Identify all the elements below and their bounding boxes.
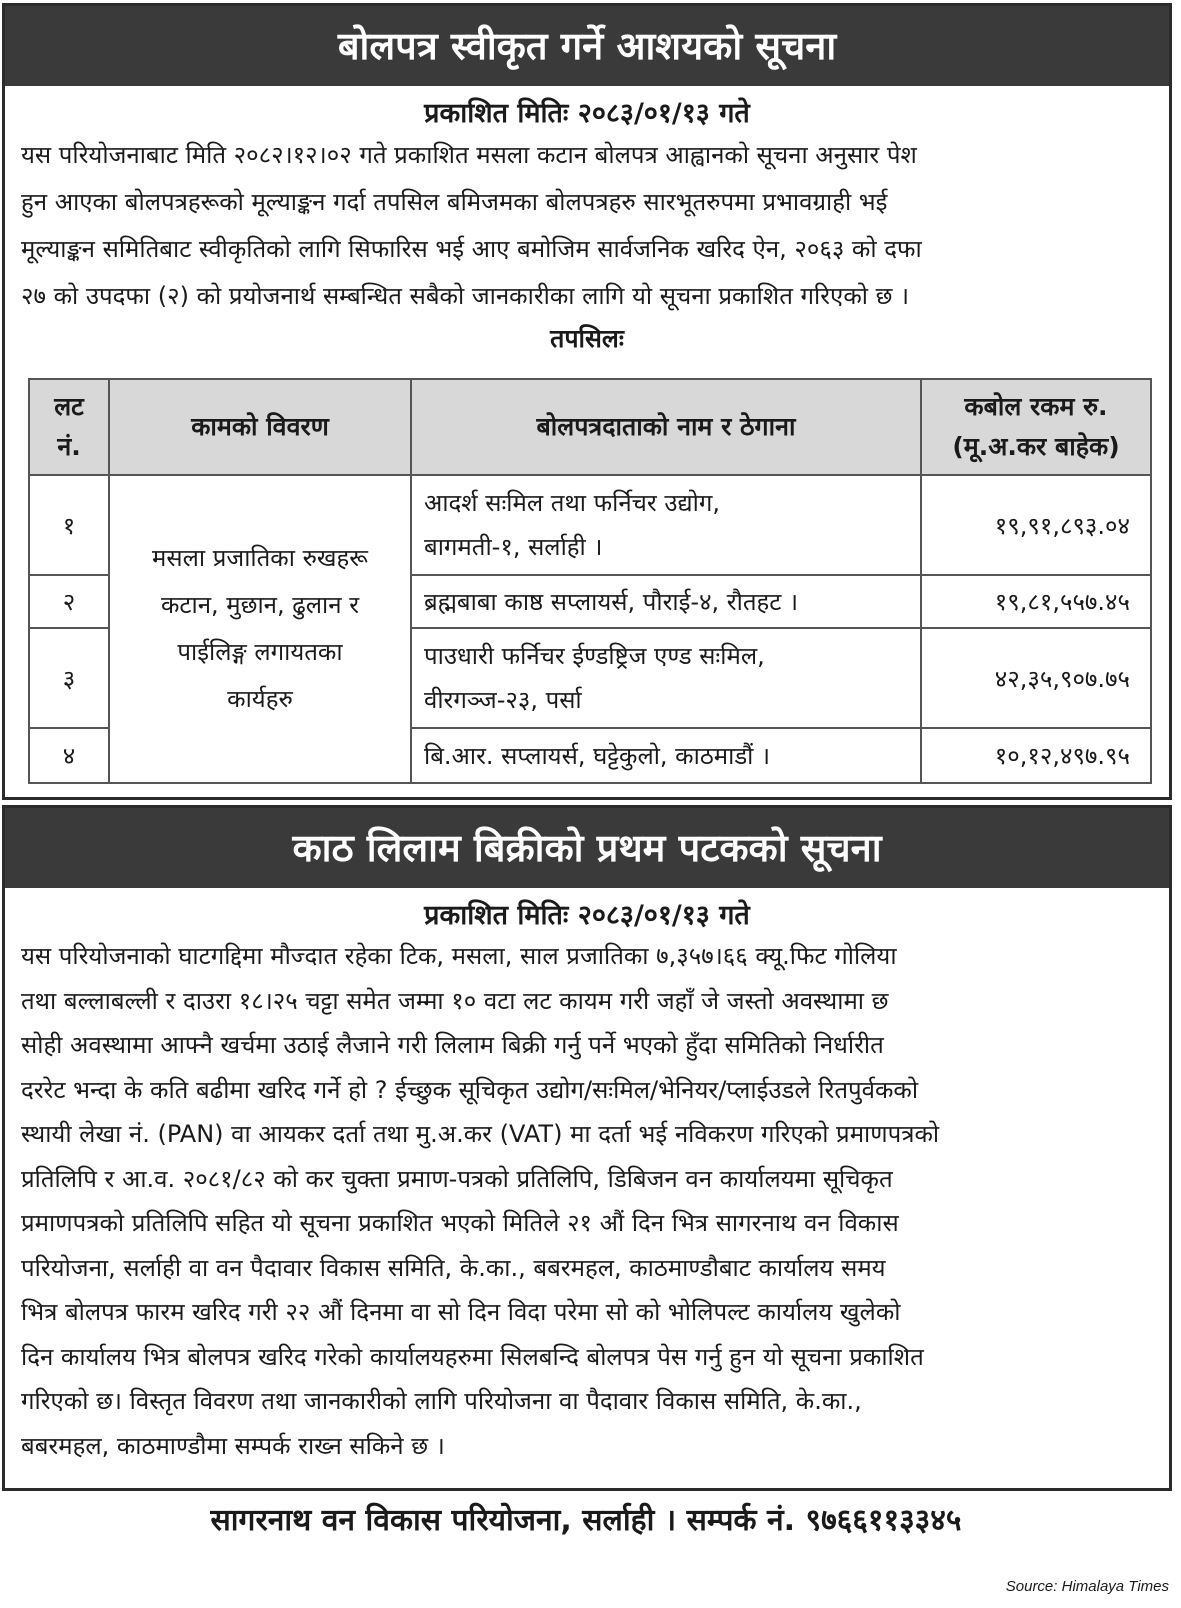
body-line: यस परियोजनाबाट मिति २०८२।१२।०२ गते प्रकाशित मसला कटान बोलपत्र आह्वानको सूचना अनुसार पेश [21,141,917,169]
bidder-name [411,628,921,728]
bidder-line: ब्रह्मबाबा काष्ठ सप्लायर्स, पौराई-४, रौतहट । [424,587,799,616]
source-credit: Source: Himalaya Times [1005,1578,1169,1595]
bidder-line: बागमती-१, सर्लाही । [424,533,603,561]
work-line: कार्यहरु [227,685,293,713]
bid-amount: १९,९१,८९३.०४ [921,475,1151,575]
work-line: कटान, मुछान, ढुलान र [160,591,360,619]
header-lot [29,379,109,475]
body-line: परियोजना, सर्लाही वा वन पैदावार विकास समिति, के.का., बबरमहल, काठमाण्डौबाट कार्यालय समय [21,1253,886,1282]
notice-1-title: बोलपत्र स्वीकृत गर्ने आशयको सूचना [5,6,1169,86]
bid-amount: १०,१२,४९७.९५ [921,728,1151,783]
tapsil-heading: तपसिलः [550,324,624,353]
bidder-name [411,728,921,783]
notice-2-title: काठ लिलाम बिक्रीको प्रथम पटकको सूचना [5,808,1169,888]
body-line: दिन कार्यालय भित्र बोलपत्र खरिद गरेको कार्यालयहरुमा सिलबन्दि बोलपत्र पेस गर्नु हुन यो सूचना प्रकाशित [21,1342,924,1371]
table-header-row [29,379,1151,475]
header-amount-line2: (मू.अ.कर बाहेक) [952,432,1120,461]
header-amount-line1: कबोल रकम रु. [964,392,1108,421]
notice-2-date: प्रकाशित मितिः २०८३/०१/१३ गते [424,900,750,931]
bidder-line: बि.आर. सप्लायर्स, घट्टेकुलो, काठमाडौं । [424,741,771,770]
body-line: २७ को उपदफा (२) को प्रयोजनार्थ सम्बन्धित सबैको जानकारीका लागि यो सूचना प्रकाशित गरिएको छ । [21,282,910,310]
table-row [29,475,1151,575]
lot-number: ३ [29,628,109,728]
bidder-name [411,475,921,575]
work-line: मसला प्रजातिका रुखहरू [152,544,368,572]
body-line: गरिएको छ। विस्तृत विवरण तथा जानकारीको लागि परियोजना वा पैदावार विकास समिति, के.का., [21,1387,862,1415]
footer-contact: सागरनाथ वन विकास परियोजना, सर्लाही । सम्पर्क नं. ९७६६११३३४५ [210,1503,962,1538]
header-amount [921,379,1151,475]
body-line: भित्र बोलपत्र फारम खरिद गरी २२ औं दिनमा वा सो दिन विदा परेमा सो को भोलिपल्ट कार्यालय खुलेको [21,1298,901,1326]
work-description [109,475,411,783]
header-lot-line1: लट [54,392,84,421]
body-line: यस परियोजनाको घाटगद्दिमा मौज्दात रहेका टिक, मसला, साल प्रजातिका ७,३५७।६६ क्यू.फिट गोलिया [21,942,897,970]
body-line: हुन आएका बोलपत्रहरूको मूल्याङ्कन गर्दा तपसिल बमिजमका बोलपत्रहरु सारभूतरुपमा प्रभावग्राही भई [21,188,888,216]
bidder-name [411,575,921,628]
body-line: प्रमाणपत्रको प्रतिलिपि सहित यो सूचना प्रकाशित भएको मितिले २१ औं दिन भित्र सागरनाथ वन विकास [21,1209,899,1237]
body-line: प्रतिलिपि र आ.व. २०८१/८२ को कर चुक्ता प्रमाण-पत्रको प्रतिलिपि, डिबिजन वन कार्यालयमा सूचिकृत [21,1164,893,1193]
body-line: स्थायी लेखा नं. (PAN) वा आयकर दर्ता तथा मु.अ.कर (VAT) मा दर्ता भई नविकरण गरिएको प्रमाणपत्रको [21,1120,940,1148]
notice-2 [2,805,1172,1491]
notice-2-body [5,934,1169,1468]
bidder-line: वीरगञ्ज-२३, पर्सा [424,686,582,714]
bid-amount: १९,८१,५५७.४५ [921,575,1151,628]
bid-amount: ४२,३५,९०७.७५ [921,628,1151,728]
body-line: मूल्याङ्कन समितिबाट स्वीकृतिको लागि सिफारिस भई आए बमोजिम सार्वजनिक खरिद ऐन, २०६३ को दफा [21,235,922,263]
body-line: तथा बल्लाबल्ली र दाउरा १८।२५ चट्टा समेत जम्मा १० वटा लट कायम गरी जहाँ जे जस्तो अवस्थामा छ [21,986,889,1015]
notice-1-date: प्रकाशित मितिः २०८३/०१/१३ गते [424,98,750,129]
notice-1-body [5,132,1169,320]
header-lot-line2: नं. [57,432,81,461]
body-line: बबरमहल, काठमाण्डौमा सम्पर्क राख्न सकिने छ । [21,1431,445,1460]
bidder-line: आदर्श सःमिल तथा फर्निचर उद्योग, [424,489,720,517]
bidder-line: पाउधारी फर्निचर ईण्डष्ट्रिज एण्ड सःमिल, [424,642,765,670]
work-line: पाईलिङ्ग लगायतका [177,638,343,666]
lot-number: १ [29,475,109,575]
header-work: कामको विवरण [109,379,411,475]
lot-number: २ [29,575,109,628]
bid-table [28,378,1152,784]
body-line: दररेट भन्दा के कति बढीमा खरिद गर्ने हो ? ईच्छुक सूचिकृत उद्योग/सःमिल/भेनियर/प्लाईउडले रितपुर्वकको [21,1075,919,1104]
body-line: सोही अवस्थामा आफ्नै खर्चमा उठाई लैजाने गरी लिलाम बिक्री गर्नु पर्ने भएको हुँदा समितिको निर्धारीत [21,1031,884,1059]
header-bidder: बोलपत्रदाताको नाम र ठेगाना [411,379,921,475]
lot-number: ४ [29,728,109,783]
